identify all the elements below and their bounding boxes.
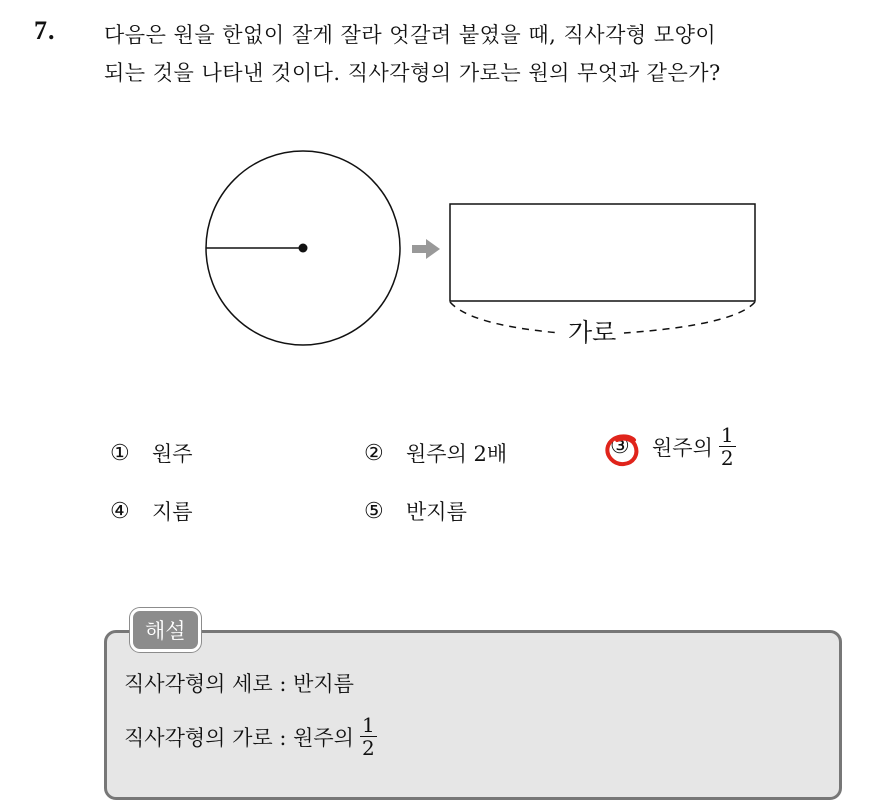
choice-text: 지름	[152, 500, 193, 524]
choice-number: ③	[610, 434, 630, 459]
brace-right-dashed	[624, 302, 755, 333]
circle-rectangle-figure	[0, 0, 884, 400]
rectangle-shape	[450, 204, 755, 301]
choice-text: 원주	[152, 442, 193, 466]
fraction	[360, 714, 377, 759]
question-line-1: 다음은 원을 한없이 잘게 잘라 엇갈려 붙였을 때, 직사각형 모양이	[104, 23, 717, 47]
question-number: 7.	[34, 16, 56, 45]
fraction-numerator: 1	[720, 423, 734, 447]
choice-number: ②	[364, 440, 384, 466]
fraction-denominator: 2	[361, 736, 375, 760]
choice-5[interactable]	[364, 496, 467, 526]
choice-number: ④	[110, 498, 130, 524]
choice-4[interactable]	[110, 496, 193, 526]
choice-1[interactable]	[110, 438, 193, 468]
fraction-numerator: 1	[361, 713, 375, 737]
choice-number: ⑤	[364, 498, 384, 524]
question-line-2: 되는 것을 나타낸 것이다. 직사각형의 가로는 원의 무엇과 같은가?	[104, 61, 721, 85]
choice-text: 반지름	[406, 500, 467, 524]
brace-left-dashed	[450, 302, 560, 333]
rectangle-width-label: 가로	[566, 313, 618, 349]
fraction-denominator: 2	[720, 446, 734, 470]
choice-text: 원주의 2배	[406, 442, 508, 466]
choice-number: ①	[110, 440, 130, 466]
answer-circle-mark-icon	[604, 432, 640, 468]
explanation-line-1: 직사각형의 세로 : 반지름	[124, 672, 354, 696]
center-dot-icon	[299, 244, 308, 253]
choice-2[interactable]	[364, 438, 507, 468]
explanation-line-2-text: 직사각형의 가로 : 원주의	[124, 725, 354, 750]
explanation-tag: 해설	[130, 608, 201, 652]
arrow-right-icon	[412, 239, 440, 259]
explanation-line-2	[124, 714, 377, 759]
fraction	[719, 424, 736, 469]
choice-text: 원주의	[652, 435, 713, 460]
